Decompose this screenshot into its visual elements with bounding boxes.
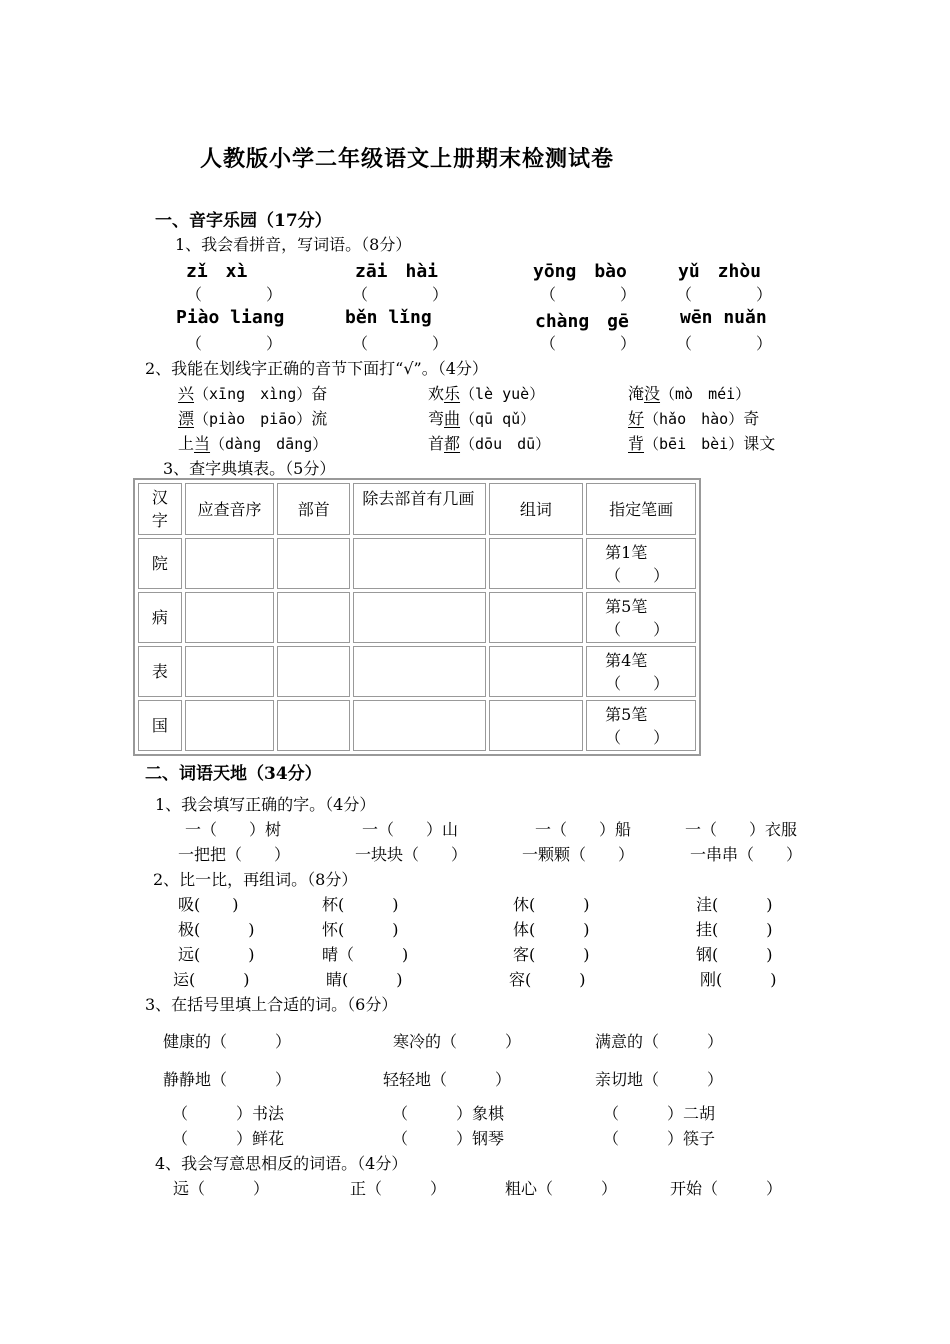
fill-item[interactable]: 一块块（ ） bbox=[355, 845, 468, 864]
pinyin-item: yōng bào bbox=[533, 261, 627, 282]
answer-blank[interactable]: （ ） bbox=[186, 334, 283, 353]
answer-cell[interactable] bbox=[185, 592, 274, 643]
question-1-3-prompt: 3、查字典填表。（5分） bbox=[163, 459, 336, 478]
fill-item[interactable]: 寒冷的（ ） bbox=[393, 1032, 522, 1051]
fill-item[interactable]: （ ）钢琴 bbox=[392, 1129, 505, 1148]
pinyin-choice-item[interactable]: 欢乐（lè yuè） bbox=[428, 384, 545, 403]
question-1-2-prompt: 2、我能在划线字正确的音节下面打“√”。（4分） bbox=[145, 359, 488, 378]
fill-item[interactable]: （ ）鲜花 bbox=[172, 1129, 285, 1148]
fill-item[interactable]: 一（ ）山 bbox=[362, 820, 459, 839]
compare-item[interactable]: 怀( ) bbox=[322, 920, 399, 939]
answer-blank[interactable]: （ ） bbox=[352, 334, 449, 353]
compare-item[interactable]: 钢( ) bbox=[696, 945, 773, 964]
answer-cell[interactable] bbox=[185, 646, 274, 697]
table-header-cell: 部首 bbox=[277, 483, 350, 535]
answer-cell[interactable] bbox=[489, 700, 584, 751]
question-1-1-prompt: 1、我会看拼音，写词语。（8分） bbox=[175, 235, 412, 254]
pinyin-item: wēn nuǎn bbox=[680, 307, 767, 328]
table-row bbox=[138, 592, 696, 643]
fill-item[interactable]: 一把把（ ） bbox=[178, 845, 291, 864]
answer-cell[interactable] bbox=[489, 646, 584, 697]
antonym-item[interactable]: 正（ ） bbox=[350, 1179, 447, 1198]
fill-item[interactable]: 轻轻地（ ） bbox=[383, 1070, 512, 1089]
pinyin-item: Piào liang bbox=[176, 307, 285, 328]
fill-item[interactable]: 一（ ）衣服 bbox=[685, 820, 798, 839]
answer-cell[interactable] bbox=[353, 700, 485, 751]
table-header-cell: 指定笔画 bbox=[586, 483, 696, 535]
pinyin-item: yǔ zhòu bbox=[678, 261, 762, 282]
pinyin-item: chàng gē bbox=[535, 311, 629, 332]
answer-blank[interactable]: （ ） bbox=[676, 285, 773, 304]
compare-item[interactable]: 吸( ) bbox=[178, 895, 239, 914]
fill-item[interactable]: 静静地（ ） bbox=[163, 1070, 292, 1089]
table-header-row bbox=[138, 483, 696, 535]
pinyin-choice-item[interactable]: 好（hǎo hào）奇 bbox=[628, 409, 760, 428]
compare-item[interactable]: 刚( ) bbox=[700, 970, 777, 989]
answer-cell[interactable] bbox=[353, 538, 485, 589]
compare-item[interactable]: 运( ) bbox=[173, 970, 250, 989]
pinyin-choice-item[interactable]: 弯曲（qū qǔ） bbox=[428, 409, 536, 428]
fill-item[interactable]: 亲切地（ ） bbox=[595, 1070, 724, 1089]
table-row bbox=[138, 700, 696, 751]
fill-item[interactable]: （ ）象棋 bbox=[392, 1104, 505, 1123]
fill-item[interactable]: 一串串（ ） bbox=[690, 845, 803, 864]
question-2-2-prompt: 2、比一比，再组词。（8分） bbox=[153, 870, 358, 889]
table-header-cell: 汉字 bbox=[138, 483, 182, 535]
compare-item[interactable]: 睛( ) bbox=[326, 970, 403, 989]
answer-cell[interactable] bbox=[185, 538, 274, 589]
character-cell: 表 bbox=[138, 646, 182, 697]
character-cell: 病 bbox=[138, 592, 182, 643]
character-cell: 院 bbox=[138, 538, 182, 589]
compare-item[interactable]: 容( ) bbox=[509, 970, 586, 989]
fill-item[interactable]: 一颗颗（ ） bbox=[522, 845, 635, 864]
fill-item[interactable]: （ ）书法 bbox=[172, 1104, 285, 1123]
answer-blank[interactable]: （ ） bbox=[186, 285, 283, 304]
answer-blank[interactable]: （ ） bbox=[540, 285, 637, 304]
fill-item[interactable]: （ ）二胡 bbox=[603, 1104, 716, 1123]
pinyin-choice-item[interactable]: 首都（dōu dū） bbox=[428, 434, 551, 453]
table-row bbox=[138, 646, 696, 697]
stroke-cell[interactable]: 第4笔（ ） bbox=[586, 646, 696, 697]
answer-cell[interactable] bbox=[277, 538, 350, 589]
fill-item[interactable]: （ ）筷子 bbox=[603, 1129, 716, 1148]
pinyin-choice-item[interactable]: 漂（piào piāo）流 bbox=[178, 409, 328, 428]
stroke-cell[interactable]: 第5笔（ ） bbox=[586, 592, 696, 643]
answer-cell[interactable] bbox=[277, 700, 350, 751]
compare-item[interactable]: 洼( ) bbox=[696, 895, 773, 914]
compare-item[interactable]: 极( ) bbox=[178, 920, 255, 939]
answer-blank[interactable]: （ ） bbox=[540, 334, 637, 353]
answer-cell[interactable] bbox=[353, 592, 485, 643]
page-title: 人教版小学二年级语文上册期末检测试卷 bbox=[200, 146, 615, 172]
answer-blank[interactable]: （ ） bbox=[676, 334, 773, 353]
compare-item[interactable]: 客( ) bbox=[513, 945, 590, 964]
section-heading-1: 一、音字乐园（17分） bbox=[155, 211, 332, 231]
antonym-item[interactable]: 远（ ） bbox=[173, 1179, 270, 1198]
compare-item[interactable]: 挂( ) bbox=[696, 920, 773, 939]
compare-item[interactable]: 晴（ ) bbox=[322, 945, 409, 964]
question-2-1-prompt: 1、我会填写正确的字。（4分） bbox=[155, 795, 376, 814]
answer-cell[interactable] bbox=[277, 592, 350, 643]
answer-blank[interactable]: （ ） bbox=[352, 285, 449, 304]
pinyin-item: zǐ xì bbox=[186, 261, 248, 282]
answer-cell[interactable] bbox=[277, 646, 350, 697]
pinyin-choice-item[interactable]: 上当（dàng dāng） bbox=[178, 434, 328, 453]
table-row bbox=[138, 538, 696, 589]
dictionary-table bbox=[133, 478, 701, 756]
question-2-4-prompt: 4、我会写意思相反的词语。（4分） bbox=[155, 1154, 408, 1173]
pinyin-item: zāi hài bbox=[355, 261, 439, 282]
compare-item[interactable]: 体( ) bbox=[513, 920, 590, 939]
antonym-item[interactable]: 开始（ ） bbox=[670, 1179, 783, 1198]
pinyin-choice-item[interactable]: 背（bēi bèi）课文 bbox=[628, 434, 776, 453]
question-2-3-prompt: 3、在括号里填上合适的词。（6分） bbox=[145, 995, 398, 1014]
character-cell: 国 bbox=[138, 700, 182, 751]
pinyin-item: běn lǐng bbox=[345, 307, 432, 328]
answer-cell[interactable] bbox=[489, 592, 584, 643]
pinyin-choice-item[interactable]: 淹没（mò méi） bbox=[628, 384, 751, 403]
answer-cell[interactable] bbox=[353, 646, 485, 697]
fill-item[interactable]: 满意的（ ） bbox=[595, 1032, 724, 1051]
compare-item[interactable]: 杯( ) bbox=[322, 895, 399, 914]
answer-cell[interactable] bbox=[489, 538, 584, 589]
fill-item[interactable]: 一（ ）船 bbox=[535, 820, 632, 839]
answer-cell[interactable] bbox=[185, 700, 274, 751]
compare-item[interactable]: 远( ) bbox=[178, 945, 255, 964]
section-heading-2: 二、词语天地（34分） bbox=[145, 764, 322, 784]
pinyin-choice-item[interactable]: 兴（xīng xìng）奋 bbox=[178, 384, 328, 403]
stroke-cell[interactable]: 第5笔（ ） bbox=[586, 700, 696, 751]
compare-item[interactable]: 休( ) bbox=[513, 895, 590, 914]
fill-item[interactable]: 一（ ）树 bbox=[185, 820, 282, 839]
antonym-item[interactable]: 粗心（ ） bbox=[505, 1179, 618, 1198]
table-header-cell: 应查音序 bbox=[185, 483, 274, 535]
stroke-cell[interactable]: 第1笔（ ） bbox=[586, 538, 696, 589]
fill-item[interactable]: 健康的（ ） bbox=[163, 1032, 292, 1051]
table-header-cell: 除去部首有几画 bbox=[353, 483, 485, 535]
table-header-cell: 组词 bbox=[489, 483, 584, 535]
